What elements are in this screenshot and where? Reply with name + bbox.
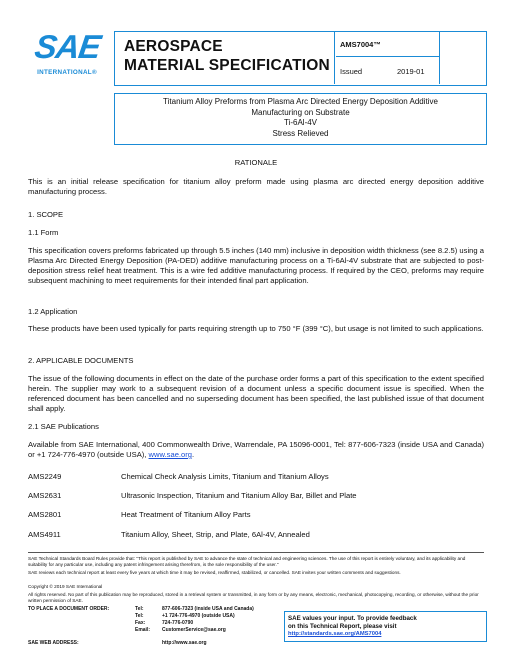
tel-label: Tel: [135, 606, 144, 612]
reference-title: Chemical Check Analysis Limits, Titanium and Titanium Alloys [121, 472, 329, 481]
doc-title-line-4: Stress Relieved [272, 128, 329, 138]
tel2-label: Tel: [135, 613, 144, 619]
feedback-line-1: SAE values your input. To provide feedback [288, 615, 417, 622]
logo-subtitle: INTERNATIONAL® [37, 69, 97, 76]
section-sae-publications-heading: 2.1 SAE Publications [28, 422, 99, 431]
doc-title-line-1: Titanium Alloy Preforms from Plasma Arc Directed Energy Deposition Additive [163, 97, 438, 106]
reference-title: Titanium Alloy, Sheet, Strip, and Plate, 6Al-4V, Annealed [121, 530, 310, 539]
issued-date: 2019-01 [397, 67, 425, 76]
header-box [114, 31, 487, 86]
reference-id: AMS2631 [28, 491, 62, 500]
section-applicable-docs-heading: 2. APPLICABLE DOCUMENTS [28, 356, 134, 365]
sae-logo [28, 28, 106, 81]
reference-id: AMS2249 [28, 472, 62, 481]
web-value: http://www.sae.org [162, 640, 207, 646]
footer-policy: SAE Technical Standards Board Rules provide that: "This report is published by SAE to advance the state of technical and engineering sciences. The use of this report is entirely voluntary, and its applicability and suitability for any particular use, including any patent infringement arising therefrom, is the sole responsibility of the user." [28, 556, 466, 567]
tel2-value: +1 724-776-4970 (outside USA) [162, 613, 235, 619]
rationale-text: This is an initial release specification for titanium alloy preform made using plasma arc directed energy deposition additive manufacturing process. [28, 177, 484, 196]
footer-rights: All rights reserved. No part of this publication may be reproduced, stored in a retrieval system or transmitted, in any form or by any means, electronic, mechanical, photocopying, recording, or otherwise, without the prior written permission of SAE. [28, 592, 479, 603]
title-line-1: AEROSPACE [124, 38, 223, 55]
footer-divider [28, 552, 484, 553]
feedback-line-2: on this Technical Report, please visit [288, 622, 397, 630]
spec-number: AMS7004™ [336, 32, 440, 57]
section-application-text: These products have been used typically for parts requiring strength up to 750 °F (399 °C), but usage is not limited to such applications. [28, 324, 484, 333]
reference-id: AMS2801 [28, 510, 62, 519]
sae-publications-address: Available from SAE International, 400 Commonwealth Drive, Warrendale, PA 15096-0001, Tel: 877-606-7323 (inside USA and Canada) or +1 724-776-4970 (outside USA), [28, 440, 484, 459]
reference-id: AMS4911 [28, 530, 61, 539]
document-type-title [115, 32, 335, 84]
section-sae-publications-text [28, 440, 484, 460]
section-scope-heading: 1. SCOPE [28, 210, 64, 219]
web-label: SAE WEB ADDRESS: [28, 640, 79, 646]
section-form-heading: 1.1 Form [28, 228, 59, 237]
footer-copyright: Copyright © 2019 SAE International [28, 584, 103, 589]
section-application-heading: 1.2 Application [28, 307, 78, 316]
footer-review: SAE reviews each technical report at least every five years at which time it may be revised, reaffirmed, stabilized, or cancelled. SAE invites your written comments and suggestions. [28, 570, 401, 575]
sae-publications-period: . [192, 450, 195, 459]
fax-label: Fax: [135, 620, 146, 626]
feedback-link[interactable]: http://standards.sae.org/AMS7004 [288, 631, 382, 637]
fax-value: 724-776-0790 [162, 620, 194, 626]
reference-title: Ultrasonic Inspection, Titanium and Titanium Alloy Bar, Billet and Plate [121, 491, 357, 500]
doc-title-line-3: Ti-6Al-4V [283, 118, 318, 127]
doc-title-line-2: Manufacturing on Substrate [251, 107, 350, 117]
tel-value: 877-606-7323 (inside USA and Canada) [162, 606, 254, 612]
order-label: TO PLACE A DOCUMENT ORDER: [28, 606, 110, 612]
section-applicable-docs-text: The issue of the following documents in effect on the date of the purchase order forms a part of this specification to the extent specified herein. The supplier may work to a subsequent revision of a document unless a specific document issue is specified. When the referenced document has been cancelled and no superseding document has been specified, the last published issue of that document shall apply. [28, 374, 484, 413]
sae-website-link[interactable]: www.sae.org [148, 450, 193, 459]
feedback-box [284, 611, 487, 642]
title-line-2: MATERIAL SPECIFICATION [124, 57, 330, 74]
logo-wordmark: SAE [32, 28, 103, 65]
issued-row [336, 57, 440, 84]
rationale-heading: RATIONALE [234, 158, 278, 167]
document-title-box [114, 93, 487, 145]
email-value: CustomerService@sae.org [162, 627, 226, 633]
reference-title: Heat Treatment of Titanium Alloy Parts [121, 510, 251, 519]
section-form-text: This specification covers preforms fabricated up through 5.5 inches (140 mm) inclusive in deposition width thickness (see 8.2.5) using a Plasma Arc Directed Energy Deposition (PA-DED) additive manufacturing process on a Ti-6Al-4V substrate that are subjected to post-deposition stress relief heat treatment. This is a wire fed additive manufacturing process. If required by the CEO, preforms may require subsequent machining to meet requirements for their intended final part application. [28, 246, 484, 285]
email-label: Email: [135, 627, 151, 633]
issued-label: Issued [340, 67, 363, 76]
